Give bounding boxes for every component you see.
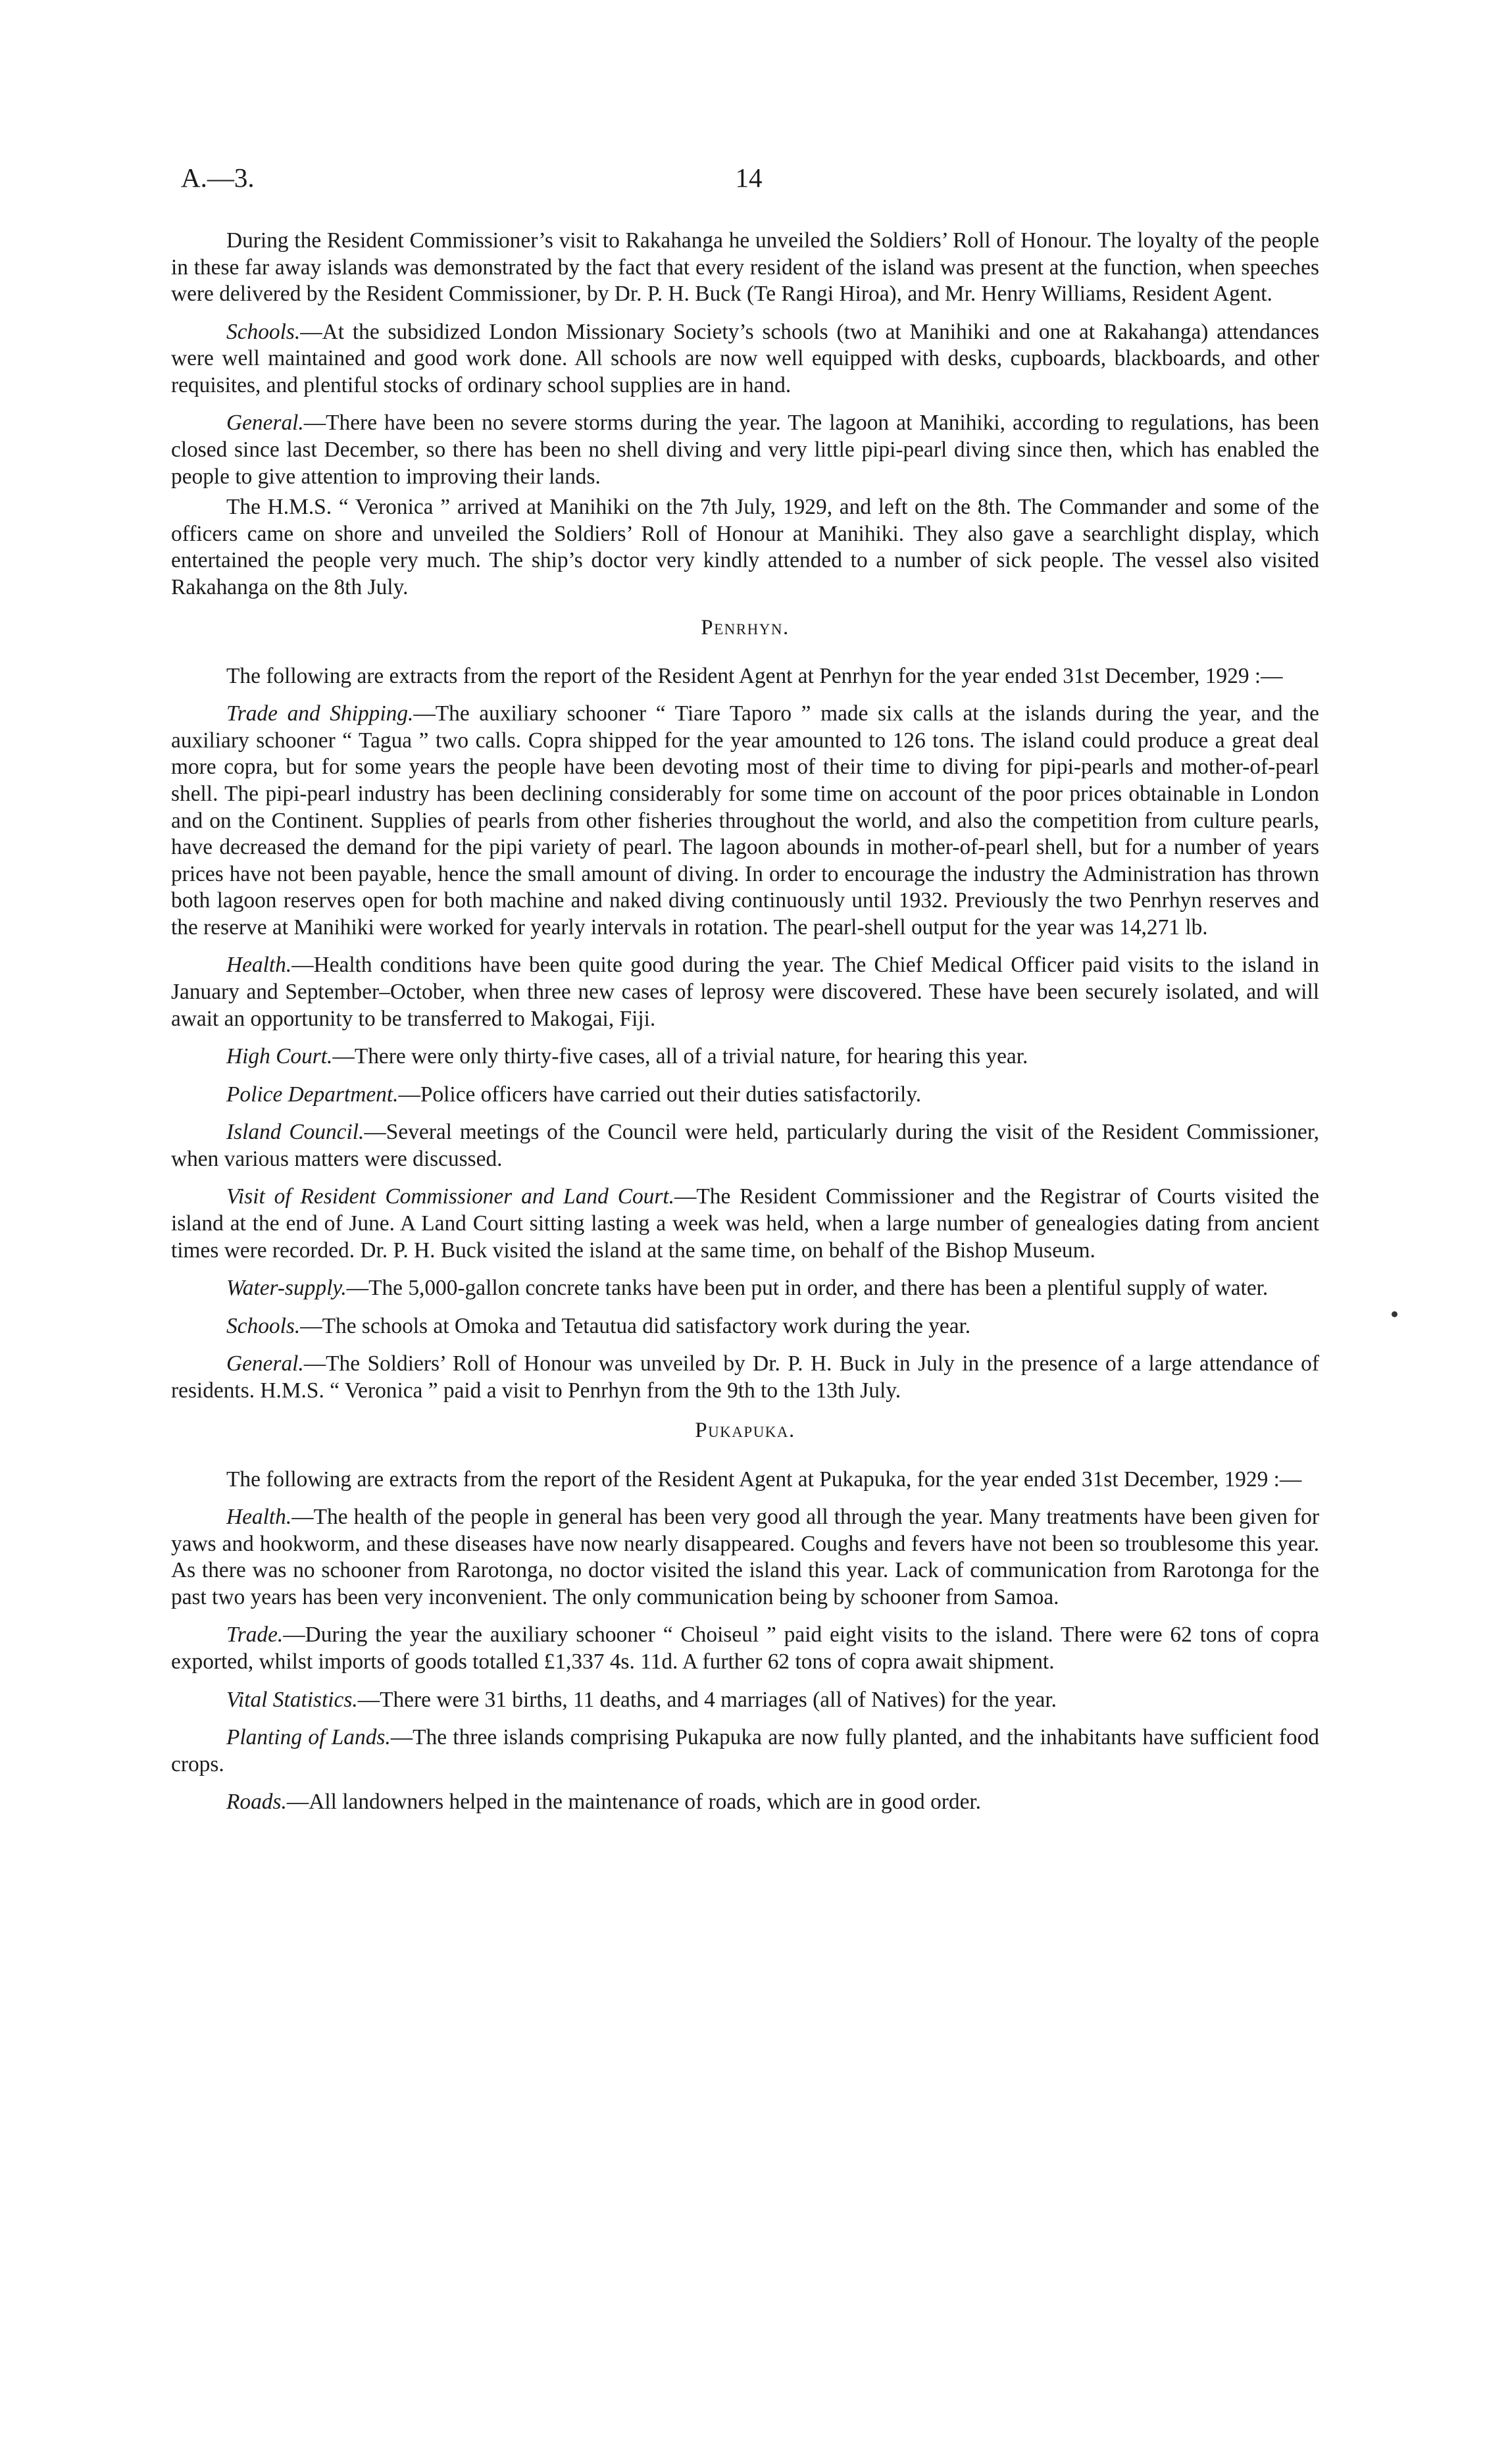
paragraph [171, 952, 1319, 1032]
paragraph-text: The H.M.S. “ Veronica ” arrived at Manihiki on the 7th July, 1929, and left on the 8th. The Commander and some of the officers came on shore and unveiled the Soldiers’ Roll of Honour at Manihiki. They also gave a searchlight display, which entertained the people very much. The ship’s doctor very kindly attended to a number of sick people. The vessel also visited Rakahanga on the 8th July. [171, 495, 1319, 599]
paragraph-label: Health. [226, 1505, 292, 1530]
paragraph-text: —At the subsidized London Missionary Society’s schools (two at Manihiki and one at Rakahanga) attendances were well maintained and good work done. All schools are now well equipped with desks, cupboards, blackboards, and other requisites, and plentiful stocks of ordinary school supplies are in hand. [171, 319, 1319, 397]
paragraph-text: —The schools at Omoka and Tetautua did satisfactory work during the year. [300, 1313, 971, 1338]
paragraph [171, 319, 1319, 399]
paragraph-label: General. [226, 411, 304, 436]
paragraph-label: Trade. [226, 1622, 284, 1647]
paragraph-label: Schools. [226, 319, 301, 344]
paragraph [171, 1275, 1319, 1302]
section-heading-penrhyn: Penrhyn. [701, 615, 790, 640]
paragraph-text: —The 5,000-gallon concrete tanks have been put in order, and there has been a plentiful supply of water. [346, 1276, 1269, 1301]
paragraph-label: General. [226, 1351, 304, 1376]
paragraph [171, 1043, 1319, 1070]
paragraph [171, 1467, 1319, 1494]
paragraph [171, 1687, 1319, 1714]
paragraph-label: Water-supply. [226, 1276, 347, 1301]
paragraph [171, 1789, 1319, 1816]
paragraph [171, 228, 1319, 308]
paragraph-text: —Health conditions have been quite good during the year. The Chief Medical Officer paid visits to the island in January and September–October, when three new cases of leprosy were discovered. These have been securely isolated, and will await an opportunity to be transferred to Makogai, Fiji. [171, 953, 1319, 1031]
paragraph [171, 1082, 1319, 1109]
paragraph-text: —There have been no severe storms during the year. The lagoon at Manihiki, according to regulations, has been closed since last December, so there has been no shell diving and very little pipi-pearl diving since then, which has enabled the people to give attention to improving their lands. [171, 411, 1319, 489]
page-header [181, 162, 1319, 201]
paragraph-text: —Several meetings of the Council were held, particularly during the visit of the Resident Commissioner, when various matters were discussed. [171, 1120, 1319, 1171]
paragraph [171, 494, 1319, 601]
paragraph [171, 701, 1319, 941]
paragraph [171, 1351, 1319, 1404]
paragraph [171, 1724, 1319, 1778]
paragraph [171, 1313, 1319, 1340]
paragraph-label: Visit of Resident Commissioner and Land Court. [226, 1184, 674, 1209]
document-reference: A.—3. [181, 163, 255, 193]
paragraph-text: The following are extracts from the report of the Resident Agent at Pukapuka, for the year ended 31st December, 1929 :— [226, 1467, 1302, 1492]
page-number-row [181, 162, 1319, 193]
margin-speck [1392, 1311, 1397, 1317]
paragraph-text: During the Resident Commissioner’s visit to Rakahanga he unveiled the Soldiers’ Roll of Honour. The loyalty of the people in these far away islands was demonstrated by the fact that every resident of the island was present at the function, when speeches were delivered by the Resident Commissioner, by Dr. P. H. Buck (Te Rangi Hiroa), and Mr. Henry Williams, Resident Agent. [171, 228, 1319, 307]
paragraph-label: Schools. [226, 1313, 301, 1338]
paragraph-text: —The Resident Commissioner and the Registrar of Courts visited the island at the end of June. A Land Court sitting lasting a week was held, when a large number of genealogies dating from ancient times were recorded. Dr. P. H. Buck visited the island at the same time, on behalf of the Bishop Museum. [171, 1184, 1319, 1263]
page-number: 14 [735, 163, 763, 193]
paragraph-text: —There were 31 births, 11 deaths, and 4 marriages (all of Natives) for the year. [357, 1687, 1057, 1712]
section-heading-pukapuka: Pukapuka. [695, 1419, 795, 1443]
paragraph-text: The following are extracts from the report of the Resident Agent at Penrhyn for the year ended 31st December, 1929 :— [226, 663, 1283, 688]
page-body [171, 228, 1319, 1827]
paragraph-text: —Police officers have carried out their duties satisfactorily. [398, 1082, 922, 1107]
paragraph-text: —All landowners helped in the maintenance of roads, which are in good order. [286, 1790, 982, 1815]
paragraph-text: —The Soldiers’ Roll of Honour was unveiled by Dr. P. H. Buck in July in the presence of a large attendance of residents. H.M.S. “ Veronica ” paid a visit to Penrhyn from the 9th to the 13th July. [171, 1351, 1319, 1403]
paragraph-text: —The health of the people in general has been very good all through the year. Many treatments have been given for yaws and hookworm, and these diseases have now nearly disappeared. Coughs and fevers have not been so troublesome this year. As there was no schooner from Rarotonga, no doctor visited the island this year. Lack of communication from Rarotonga for the past two years has been very inconvenient. The only communication being by schooner from Samoa. [171, 1505, 1319, 1609]
paragraph-label: Planting of Lands. [226, 1725, 391, 1750]
paragraph-label: Trade and Shipping. [226, 701, 414, 726]
paragraph [171, 1184, 1319, 1264]
paragraph-label: Roads. [226, 1790, 287, 1815]
paragraph-label: Police Department. [226, 1082, 399, 1107]
paragraph [171, 410, 1319, 490]
paragraph [171, 663, 1319, 690]
paragraph-label: Health. [226, 953, 292, 978]
paragraph-label: High Court. [226, 1044, 333, 1069]
paragraph-text: —There were only thirty-five cases, all of a trivial nature, for hearing this year. [332, 1044, 1028, 1069]
paragraph-text: —The three islands comprising Pukapuka are now fully planted, and the inhabitants have sufficient food crops. [171, 1725, 1319, 1776]
paragraph-label: Vital Statistics. [226, 1687, 358, 1712]
paragraph [171, 1504, 1319, 1611]
paragraph-text: —The auxiliary schooner “ Tiare Taporo ” made six calls at the islands during the year, and the auxiliary schooner “ Tagua ” two calls. Copra shipped for the year amounted to 126 tons. The island could produce a great deal more copra, but for some years the people have been devoting most of their time to diving for pipi-pearls and mother-of-pearl shell. The pipi-pearl industry has been declining considerably for some time on account of the poor prices obtainable in London and on the Continent. Supplies of pearls from other fisheries throughout the world, and also the competition from culture pearls, have decreased the demand for the pipi variety of pearl. The lagoon abounds in mother-of-pearl shell, but for a number of years prices have not been payable, hence the small amount of diving. In order to encourage the industry the Administration has thrown both lagoon reserves open for both machine and naked diving continuously until 1932. Previously the two Penrhyn reserves and the reserve at Manihiki were worked for yearly intervals in rotation. The pearl-shell output for the year was 14,271 lb. [171, 701, 1319, 940]
paragraph-text: —During the year the auxiliary schooner “ Choiseul ” paid eight visits to the island. There were 62 tons of copra exported, whilst imports of goods totalled £1,337 4s. 11d. A further 62 tons of copra await shipment. [171, 1622, 1319, 1674]
paragraph-label: Island Council. [226, 1120, 365, 1145]
paragraph [171, 1119, 1319, 1172]
paragraph [171, 1622, 1319, 1675]
